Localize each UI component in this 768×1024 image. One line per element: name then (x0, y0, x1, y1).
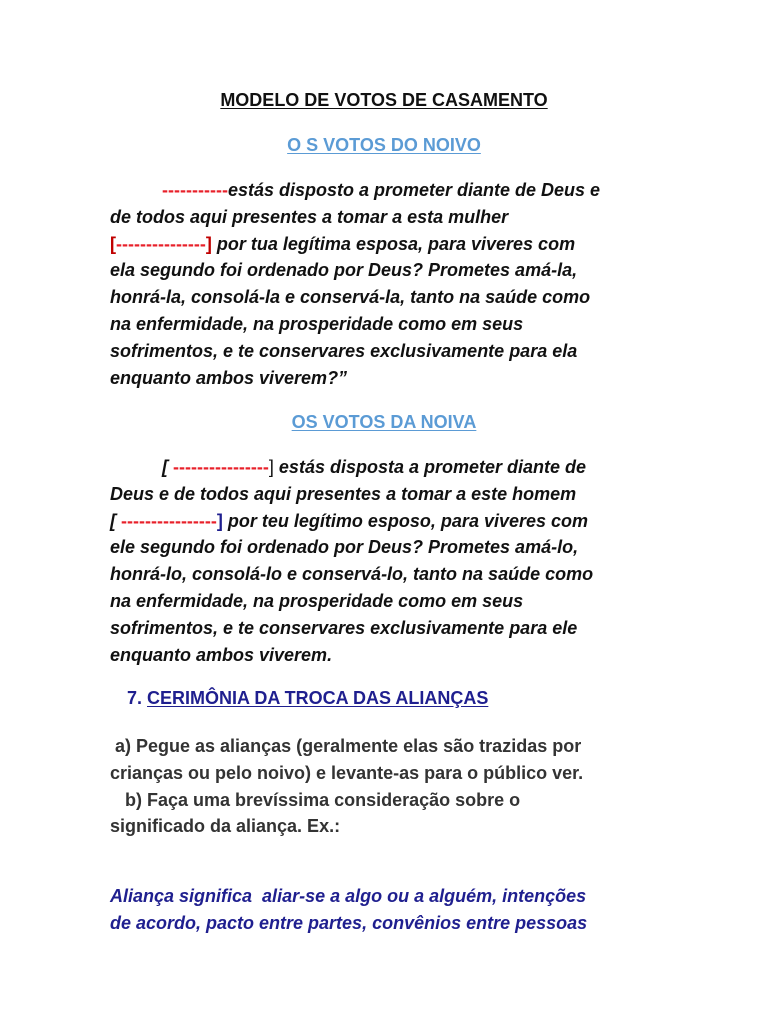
section-number: 7. (127, 688, 148, 708)
vow-line: ela segundo foi ordenado por Deus? Prometes amá-la, (110, 260, 578, 281)
section-7-heading (127, 688, 488, 709)
instruction-line: b) Faça uma brevíssima consideração sobre o (110, 789, 521, 810)
vow-line: -----------estás disposto a prometer diante de Deus e (162, 180, 601, 200)
vow-line: sofrimentos, e te conservares exclusivamente para ela (110, 340, 578, 361)
vow-line: enquanto ambos viverem?” (110, 367, 348, 388)
ring-instructions (110, 733, 670, 840)
vow-line: na enfermidade, na prosperidade como em seus (110, 313, 524, 334)
document-title: MODELO DE VOTOS DE CASAMENTO (220, 90, 548, 110)
vow-line: [ ----------------] estás disposta a prometer diante de (162, 457, 587, 477)
name-placeholder: ---------------- (121, 510, 217, 531)
vow-line: de todos aqui presentes a tomar a esta mulher (110, 206, 509, 227)
bride-vows-heading: OS VOTOS DA NOIVA (291, 412, 477, 432)
vow-line: [ ----------------] por teu legítimo esposo, para viveres com (110, 510, 589, 531)
name-placeholder: ---------------- (173, 457, 269, 477)
alliance-meaning-quote (110, 883, 670, 937)
name-placeholder: ----------- (162, 180, 228, 200)
groom-vows-paragraph (110, 177, 670, 391)
instruction-line: significado da aliança. Ex.: (110, 816, 341, 837)
quote-line: de acordo, pacto entre partes, convênios entre pessoas (110, 913, 588, 933)
quote-line: Aliança significa aliar-se a algo ou a alguém, intenções (110, 886, 587, 906)
groom-vows-heading: O S VOTOS DO NOIVO (287, 135, 481, 155)
vow-line: sofrimentos, e te conservares exclusivamente para ele (110, 617, 578, 638)
name-placeholder: --------------- (116, 233, 206, 254)
instruction-line: crianças ou pelo noivo) e levante-as para o público ver. (110, 762, 584, 783)
vow-line: enquanto ambos viverem. (110, 644, 333, 665)
vow-line: ele segundo foi ordenado por Deus? Prometes amá-lo, (110, 537, 579, 558)
bride-vows-paragraph (110, 454, 670, 668)
instruction-line: a) Pegue as alianças (geralmente elas são trazidas por (110, 736, 582, 756)
vow-line: honrá-lo, consolá-lo e conservá-lo, tanto na saúde como (110, 564, 594, 585)
vow-line: na enfermidade, na prosperidade como em seus (110, 590, 524, 611)
vow-line: Deus e de todos aqui presentes a tomar a este homem (110, 483, 577, 504)
section-title: CERIMÔNIA DA TROCA DAS ALIANÇAS (147, 688, 489, 708)
vow-line: honrá-la, consolá-la e conservá-la, tanto na saúde como (110, 287, 591, 308)
vow-line: [---------------] por tua legítima esposa, para viveres com (110, 233, 576, 254)
